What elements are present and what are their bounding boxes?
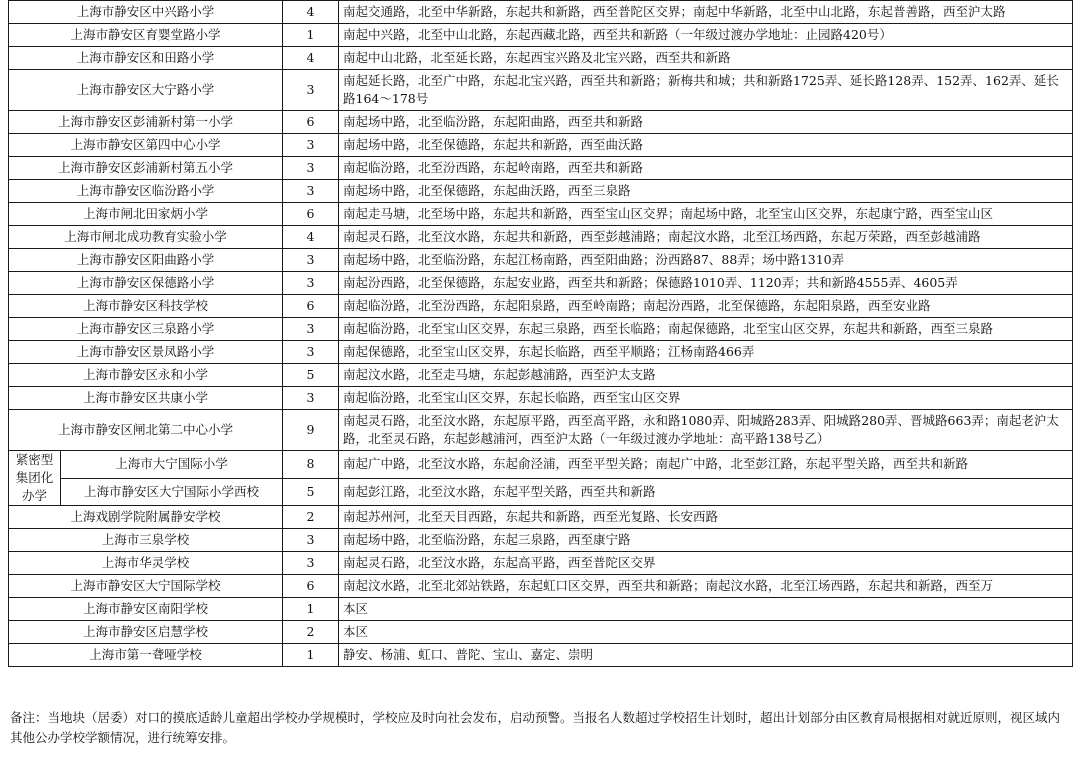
school-name-cell: 上海市三泉学校	[9, 529, 283, 552]
class-count-cell: 3	[283, 249, 339, 272]
school-name-cell: 上海市静安区大宁国际小学西校	[61, 478, 283, 506]
table-row	[9, 226, 1073, 249]
table-row	[9, 70, 1073, 111]
class-count-cell: 6	[283, 575, 339, 598]
catchment-zone-cell: 南起中兴路，北至中山北路，东起西藏北路，西至共和新路（一年级过渡办学地址：止园路420号）	[339, 24, 1073, 47]
catchment-zone-cell: 南起场中路，北至临汾路，东起阳曲路，西至共和新路	[339, 111, 1073, 134]
table-row	[9, 134, 1073, 157]
table-row	[9, 111, 1073, 134]
school-name-cell: 上海市第一聋哑学校	[9, 644, 283, 667]
school-name-cell: 上海市大宁国际小学	[61, 451, 283, 479]
catchment-zone-cell: 南起交通路，北至中华新路，东起共和新路，西至普陀区交界；南起中华新路，北至中山北路，东起普善路，西至沪太路	[339, 1, 1073, 24]
school-name-cell: 上海市静安区科技学校	[9, 295, 283, 318]
class-count-cell: 2	[283, 621, 339, 644]
school-name-cell: 上海市闸北成功教育实验小学	[9, 226, 283, 249]
class-count-cell: 6	[283, 111, 339, 134]
class-count-cell: 3	[283, 318, 339, 341]
catchment-zone-cell: 静安、杨浦、虹口、普陀、宝山、嘉定、崇明	[339, 644, 1073, 667]
class-count-cell: 3	[283, 529, 339, 552]
school-name-cell: 上海戏剧学院附属静安学校	[9, 506, 283, 529]
table-row	[9, 598, 1073, 621]
school-name-cell: 上海市静安区南阳学校	[9, 598, 283, 621]
school-name-cell: 上海市静安区永和小学	[9, 364, 283, 387]
catchment-zone-cell: 南起场中路，北至临汾路，东起三泉路，西至康宁路	[339, 529, 1073, 552]
table-row	[9, 318, 1073, 341]
class-count-cell: 3	[283, 180, 339, 203]
school-name-cell: 上海市静安区大宁路小学	[9, 70, 283, 111]
catchment-zone-cell: 南起保德路，北至宝山区交界，东起长临路，西至平顺路；江杨南路466弄	[339, 341, 1073, 364]
school-name-cell: 上海市静安区三泉路小学	[9, 318, 283, 341]
school-name-cell: 上海市静安区保德路小学	[9, 272, 283, 295]
catchment-zone-cell: 南起汶水路，北至走马塘，东起彭越浦路，西至沪太支路	[339, 364, 1073, 387]
table-row	[9, 506, 1073, 529]
class-count-cell: 3	[283, 272, 339, 295]
school-name-cell: 上海市华灵学校	[9, 552, 283, 575]
table-row	[9, 1, 1073, 24]
class-count-cell: 1	[283, 598, 339, 621]
table-row	[9, 203, 1073, 226]
class-count-cell: 4	[283, 1, 339, 24]
class-count-cell: 2	[283, 506, 339, 529]
catchment-zone-cell: 本区	[339, 598, 1073, 621]
class-count-cell: 3	[283, 134, 339, 157]
table-row	[9, 295, 1073, 318]
catchment-zone-cell: 南起汶水路，北至北郊站铁路，东起虹口区交界，西至共和新路；南起汶水路，北至江场西路，东起共和新路，西至万	[339, 575, 1073, 598]
school-name-cell: 上海市静安区大宁国际学校	[9, 575, 283, 598]
class-count-cell: 9	[283, 410, 339, 451]
table-row	[9, 478, 1073, 506]
catchment-zone-cell: 南起场中路，北至临汾路，东起江杨南路，西至阳曲路；汾西路87、88弄；场中路1310弄	[339, 249, 1073, 272]
class-count-cell: 6	[283, 203, 339, 226]
table-row	[9, 644, 1073, 667]
class-count-cell: 1	[283, 24, 339, 47]
school-name-cell: 上海市静安区育婴堂路小学	[9, 24, 283, 47]
school-name-cell: 上海市静安区启慧学校	[9, 621, 283, 644]
class-count-cell: 3	[283, 341, 339, 364]
catchment-zone-cell: 南起临汾路，北至汾西路，东起岭南路，西至共和新路	[339, 157, 1073, 180]
school-name-cell: 上海市静安区彭浦新村第五小学	[9, 157, 283, 180]
table-row	[9, 180, 1073, 203]
school-name-cell: 上海市静安区第四中心小学	[9, 134, 283, 157]
table-row	[9, 24, 1073, 47]
enrollment-table	[8, 0, 1073, 667]
table-row	[9, 621, 1073, 644]
catchment-zone-cell: 南起广中路，北至汶水路，东起俞泾浦，西至平型关路；南起广中路，北至彭江路，东起平型关路，西至共和新路	[339, 451, 1073, 479]
table-row	[9, 387, 1073, 410]
class-count-cell: 6	[283, 295, 339, 318]
table-row	[9, 529, 1073, 552]
table-row	[9, 364, 1073, 387]
school-name-cell: 上海市静安区彭浦新村第一小学	[9, 111, 283, 134]
school-name-cell: 上海市闸北田家炳小学	[9, 203, 283, 226]
school-name-cell: 上海市静安区闸北第二中心小学	[9, 410, 283, 451]
catchment-zone-cell: 南起临汾路，北至宝山区交界，东起长临路，西至宝山区交界	[339, 387, 1073, 410]
catchment-zone-cell: 南起临汾路，北至汾西路，东起阳泉路，西至岭南路；南起汾西路，北至保德路，东起阳泉路，西至安业路	[339, 295, 1073, 318]
table-row	[9, 341, 1073, 364]
school-name-cell: 上海市静安区和田路小学	[9, 47, 283, 70]
catchment-zone-cell: 南起临汾路，北至宝山区交界，东起三泉路，西至长临路；南起保德路，北至宝山区交界，东起共和新路，西至三泉路	[339, 318, 1073, 341]
catchment-zone-cell: 南起场中路，北至保德路，东起共和新路，西至曲沃路	[339, 134, 1073, 157]
table-row	[9, 47, 1073, 70]
class-count-cell: 8	[283, 451, 339, 479]
catchment-zone-cell: 南起苏州河，北至天目西路，东起共和新路，西至光复路、长安西路	[339, 506, 1073, 529]
table-row	[9, 157, 1073, 180]
table-row	[9, 451, 1073, 479]
catchment-zone-cell: 南起延长路，北至广中路，东起北宝兴路，西至共和新路；新梅共和城；共和新路1725弄、延长路128弄、152弄、162弄、延长路164～178号	[339, 70, 1073, 111]
school-name-cell: 上海市静安区共康小学	[9, 387, 283, 410]
school-name-cell: 上海市静安区阳曲路小学	[9, 249, 283, 272]
catchment-zone-cell: 南起走马塘，北至场中路，东起共和新路，西至宝山区交界；南起场中路，北至宝山区交界，东起康宁路，西至宝山区	[339, 203, 1073, 226]
catchment-zone-cell: 南起灵石路，北至汶水路，东起共和新路，西至彭越浦路；南起汶水路，北至江场西路，东起万荣路，西至彭越浦路	[339, 226, 1073, 249]
table-body	[9, 1, 1073, 667]
class-count-cell: 3	[283, 552, 339, 575]
class-count-cell: 4	[283, 47, 339, 70]
table-row	[9, 410, 1073, 451]
class-count-cell: 3	[283, 157, 339, 180]
table-row	[9, 552, 1073, 575]
class-count-cell: 5	[283, 478, 339, 506]
footnote: 备注：当地块（居委）对口的摸底适龄儿童超出学校办学规模时，学校应及时向社会发布，启动预警。当报名人数超过学校招生计划时，超出计划部分由区教育局根据相对就近原则，视区域内其他公办学校学额情况，进行统筹安排。	[10, 710, 1061, 745]
school-name-cell: 上海市静安区临汾路小学	[9, 180, 283, 203]
catchment-zone-cell: 南起场中路，北至保德路，东起曲沃路，西至三泉路	[339, 180, 1073, 203]
table-row	[9, 575, 1073, 598]
table-row	[9, 249, 1073, 272]
catchment-zone-cell: 南起彭江路，北至汶水路，东起平型关路，西至共和新路	[339, 478, 1073, 506]
group-label-cell: 紧密型集团化办学	[9, 451, 61, 506]
class-count-cell: 4	[283, 226, 339, 249]
catchment-zone-cell: 南起汾西路，北至保德路，东起安业路，西至共和新路；保德路1010弄、1120弄；共和新路4555弄、4605弄	[339, 272, 1073, 295]
catchment-zone-cell: 南起中山北路，北至延长路，东起西宝兴路及北宝兴路，西至共和新路	[339, 47, 1073, 70]
class-count-cell: 3	[283, 70, 339, 111]
class-count-cell: 1	[283, 644, 339, 667]
enrollment-table-sheet	[8, 0, 1072, 667]
school-name-cell: 上海市静安区景凤路小学	[9, 341, 283, 364]
catchment-zone-cell: 本区	[339, 621, 1073, 644]
table-row	[9, 272, 1073, 295]
catchment-zone-cell: 南起灵石路，北至汶水路，东起原平路，西至高平路，永和路1080弄、阳城路283弄、阳城路280弄、晋城路663弄；南起老沪太路，北至灵石路，东起彭越浦河，西至沪太路（一年级过渡办学地址：高平路138号乙）	[339, 410, 1073, 451]
school-name-cell: 上海市静安区中兴路小学	[9, 1, 283, 24]
class-count-cell: 5	[283, 364, 339, 387]
class-count-cell: 3	[283, 387, 339, 410]
catchment-zone-cell: 南起灵石路，北至汶水路，东起高平路，西至普陀区交界	[339, 552, 1073, 575]
